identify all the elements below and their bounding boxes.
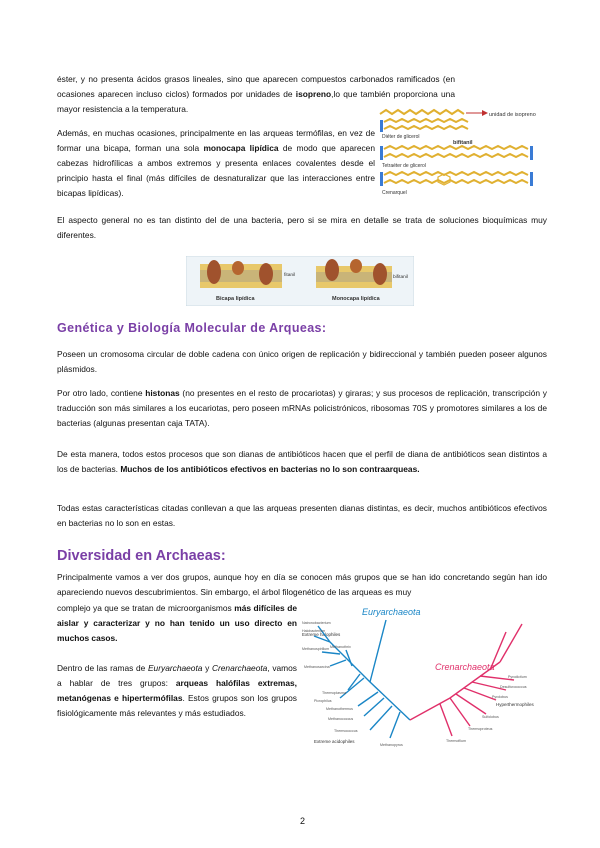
histones-text-b: (no presentes en el resto de procariotas) y giraras; y sus procesos de replicación, transcripción y traducción son más similares a los eucariotas, pero poseen mRNAs policistrónicos, ribosomas 70S y promotores similares a los de bacterias (algunas presentan caja TATA). xyxy=(57,388,547,428)
leaf-thermofilum: Thermofilum xyxy=(446,739,466,743)
label-extreme-halophiles: Extreme halophiles xyxy=(302,632,341,637)
paragraph-antibiotics xyxy=(57,447,547,477)
complex-text-a: complejo ya que se tratan de microorganismos xyxy=(57,603,235,613)
label-euryarchaeota: Euryarchaeota xyxy=(362,607,421,617)
branches-text-b: y xyxy=(202,663,212,673)
paragraph-monolayer xyxy=(57,126,375,201)
label-monolayer: Monocapa lipídica xyxy=(332,296,380,302)
diether-head xyxy=(380,120,383,132)
crenarchaeol-head-left xyxy=(380,172,383,186)
label-crenarchaeol: Crenarquel xyxy=(382,190,407,196)
paragraph-complex-tree xyxy=(57,601,297,646)
label-biphytanyl-fig2: bifitanil xyxy=(393,275,408,280)
monolayer-protein-2 xyxy=(350,259,362,273)
monolayer-protein-3 xyxy=(373,263,387,285)
label-tetraether: Tetraéter de glicerol xyxy=(382,163,426,169)
leaf-pyrolobus: Pyrolobus xyxy=(492,695,508,699)
histones-bold: histonas xyxy=(145,388,180,398)
complex-bold: más difíciles de aislar y caracterizar y no han tenido un uso directo en muchos casos. xyxy=(57,603,297,643)
leaf-picrophilus: Picrophilus xyxy=(314,699,332,703)
branches-italic-cren: Crenarchaeota xyxy=(211,663,268,673)
branches-italic-eury: Euryarchaeota xyxy=(147,663,203,673)
leaf-methanopyrus: Methanopyrus xyxy=(380,743,403,747)
leaf-methanothrix: Methanothrix xyxy=(330,645,351,649)
phylogenetic-tree-figure xyxy=(300,602,545,752)
leaf-thermoproteus: Thermoproteus xyxy=(468,727,493,731)
paragraph-diversity-intro: Principalmente vamos a ver dos grupos, aunque hoy en día se conocen más grupos que se han ido concretando según han ido apareciendo nuevos descubrimientos. Sin embargo, el árbol filogenético de las arqueas es muy xyxy=(57,572,547,597)
membrane-figure xyxy=(186,256,414,306)
antibiotics-text-a: De esta manera, todos estos procesos que son dianas de antibióticos hacen que el perfil de diana de antibióticos sean distintos a los de bacterias. xyxy=(57,449,547,474)
section-title-genetics: Genética y Biología Molecular de Arqueas: xyxy=(57,321,327,335)
para2-text-a: Además, en muchas ocasiones, principalmente en las arqueas termófilas, en vez de formar una bicapa, forman una sola xyxy=(57,128,375,153)
leaf-pyrodictium: Pyrodictium xyxy=(508,675,527,679)
label-bilayer: Bicapa lipídica xyxy=(216,296,255,302)
para2-text-b: de modo que aparecen cabezas hidrofílicas a ambos extremos y presenta enlaces covalentes desde el principio hasta el final (más difíciles de desnaturalizar que las interacciones entre bicapas lipídicas). xyxy=(57,143,375,198)
leaf-methanococcus: Methanococcus xyxy=(328,717,354,721)
leaf-halobacterium: Halobacterium xyxy=(302,629,326,633)
bilayer-protein-3 xyxy=(259,263,273,285)
paragraph-chromosome: Poseen un cromosoma circular de doble cadena con único origen de replicación y bidireccional y también pueden poseer algunos plásmidos. xyxy=(57,349,547,374)
page-number: 2 xyxy=(300,816,306,826)
leaf-sulfolobus: Sulfolobus xyxy=(482,715,499,719)
leaf-methanospirillum: Methanospirillum xyxy=(302,647,330,651)
paragraph-branches xyxy=(57,661,297,721)
paragraph-targets: Todas estas características citadas conllevan a que las arqueas presenten dianas distintas, es decir, muchos antibióticos efectivos en bacterias no lo son en estas. xyxy=(57,503,547,528)
label-diether: Diéter de glicerol xyxy=(382,134,420,140)
paragraph-general-aspect: El aspecto general no es tan distinto del de una bacteria, pero si se mira en detalle se trata de soluciones bioquímicas muy diferentes. xyxy=(57,215,547,240)
tetraether-head-left xyxy=(380,146,383,160)
label-biphytanyl-fig1: bifitanil xyxy=(453,140,473,146)
leaf-thermococcus: Thermococcus xyxy=(334,729,358,733)
branches-text-d: . Estos grupos son los grupos fisiológicamente más relevantes y más estudiados. xyxy=(57,693,297,718)
lipid-structures-figure xyxy=(378,104,544,202)
tetraether-head-right xyxy=(530,146,533,160)
para1-text-a: éster, y no presenta ácidos grasos lineales, sino que aparecen compuestos carbonados ramificados (en ocasiones aparecen incluso ciclos) formados por unidades de xyxy=(57,74,455,99)
label-extreme-acidophiles: Extreme acidophiles xyxy=(314,739,355,744)
label-isoprene-unit: unidad de isopreno xyxy=(489,112,536,118)
para2-bold-monolayer: monocapa lipídica xyxy=(203,143,279,153)
leaf-natronobacterium: Natronobacterium xyxy=(302,621,331,625)
antibiotics-bold: Muchos de los antibióticos efectivos en bacterias no lo son contraarqueas. xyxy=(120,464,420,474)
bilayer-protein-1 xyxy=(207,260,221,284)
branches-bold-groups: arqueas halófilas extremas, metanógenas e hipertermófilas xyxy=(57,678,297,703)
paragraph-histones xyxy=(57,386,547,431)
bilayer-protein-2 xyxy=(232,261,244,275)
crenarchaeol-head-right xyxy=(530,172,533,186)
histones-text-a: Por otro lado, contiene xyxy=(57,388,146,398)
leaf-thermoplasma: Thermoplasma xyxy=(322,691,346,695)
branches-text-a: Dentro de las ramas de xyxy=(57,663,148,673)
section-title-diversity: Diversidad en Archaeas: xyxy=(57,548,226,564)
label-phytanyl: fitanil xyxy=(284,273,296,278)
leaf-desulfurococcus: Desulfurococcus xyxy=(500,685,527,689)
leaf-methanothermus: Methanothermus xyxy=(326,707,353,711)
para1-bold-isoprene: isopreno xyxy=(295,89,332,99)
monolayer-protein-1 xyxy=(325,259,339,281)
para1-text-b: ,lo que también proporciona una mayor resistencia a la temperatura. xyxy=(57,89,455,114)
label-crenarchaeota: Crenarchaeota xyxy=(435,662,495,672)
leaf-methanosarcina: Methanosarcina xyxy=(304,665,330,669)
branches-text-c: , vamos a hablar de tres grupos: xyxy=(57,663,297,688)
label-hyperthermophiles: Hyperthermophiles xyxy=(496,702,534,707)
